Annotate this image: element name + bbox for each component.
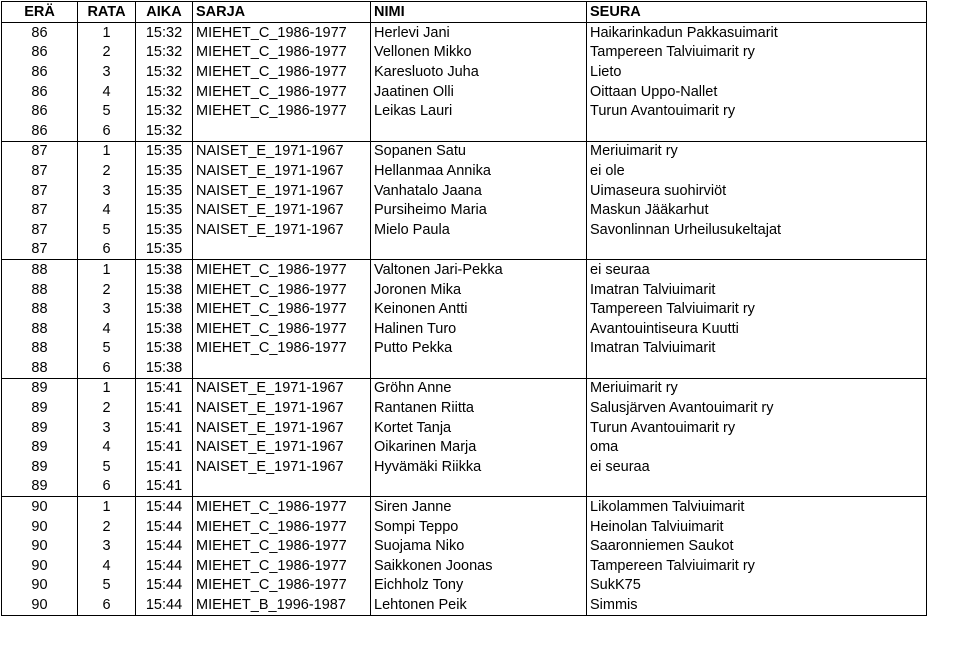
header-nimi: NIMI xyxy=(371,2,587,23)
cell-rata: 6 xyxy=(78,358,136,378)
cell-sarja: MIEHET_C_1986-1977 xyxy=(193,339,371,359)
table-row xyxy=(2,181,927,201)
cell-era: 86 xyxy=(2,82,78,102)
cell-era: 90 xyxy=(2,595,78,615)
cell-nimi: Gröhn Anne xyxy=(371,378,587,398)
cell-nimi: Leikas Lauri xyxy=(371,101,587,121)
table-row xyxy=(2,260,927,280)
cell-nimi: Mielo Paula xyxy=(371,220,587,240)
table-row xyxy=(2,437,927,457)
cell-aika: 15:44 xyxy=(136,497,193,517)
cell-rata: 5 xyxy=(78,101,136,121)
cell-era: 86 xyxy=(2,101,78,121)
cell-era: 88 xyxy=(2,319,78,339)
cell-nimi: Halinen Turo xyxy=(371,319,587,339)
table-row xyxy=(2,101,927,121)
table-row xyxy=(2,595,927,615)
cell-sarja: NAISET_E_1971-1967 xyxy=(193,181,371,201)
cell-sarja: MIEHET_C_1986-1977 xyxy=(193,576,371,596)
cell-aika: 15:44 xyxy=(136,556,193,576)
cell-seura: Turun Avantouimarit ry xyxy=(587,101,927,121)
table-row xyxy=(2,161,927,181)
cell-rata: 6 xyxy=(78,477,136,497)
cell-sarja: NAISET_E_1971-1967 xyxy=(193,457,371,477)
cell-era: 90 xyxy=(2,536,78,556)
cell-rata: 2 xyxy=(78,43,136,63)
cell-era: 89 xyxy=(2,477,78,497)
cell-aika: 15:38 xyxy=(136,260,193,280)
cell-sarja: MIEHET_C_1986-1977 xyxy=(193,497,371,517)
cell-nimi xyxy=(371,477,587,497)
cell-nimi: Jaatinen Olli xyxy=(371,82,587,102)
cell-era: 88 xyxy=(2,280,78,300)
cell-aika: 15:44 xyxy=(136,536,193,556)
table-row xyxy=(2,200,927,220)
cell-aika: 15:38 xyxy=(136,339,193,359)
table-row xyxy=(2,280,927,300)
cell-aika: 15:32 xyxy=(136,23,193,43)
cell-rata: 5 xyxy=(78,339,136,359)
cell-nimi: Hyvämäki Riikka xyxy=(371,457,587,477)
cell-era: 87 xyxy=(2,161,78,181)
table-row xyxy=(2,517,927,537)
cell-aika: 15:41 xyxy=(136,477,193,497)
cell-era: 86 xyxy=(2,23,78,43)
cell-nimi xyxy=(371,121,587,141)
cell-nimi: Karesluoto Juha xyxy=(371,62,587,82)
cell-seura xyxy=(587,121,927,141)
table-row xyxy=(2,378,927,398)
table-row xyxy=(2,23,927,43)
cell-sarja: MIEHET_C_1986-1977 xyxy=(193,517,371,537)
cell-era: 88 xyxy=(2,299,78,319)
cell-nimi: Saikkonen Joonas xyxy=(371,556,587,576)
cell-era: 89 xyxy=(2,457,78,477)
cell-sarja: NAISET_E_1971-1967 xyxy=(193,378,371,398)
cell-rata: 5 xyxy=(78,576,136,596)
cell-sarja: NAISET_E_1971-1967 xyxy=(193,141,371,161)
cell-seura: Salusjärven Avantouimarit ry xyxy=(587,398,927,418)
cell-seura: Haikarinkadun Pakkasuimarit xyxy=(587,23,927,43)
cell-sarja xyxy=(193,477,371,497)
cell-nimi: Lehtonen Peik xyxy=(371,595,587,615)
cell-rata: 1 xyxy=(78,23,136,43)
cell-rata: 4 xyxy=(78,200,136,220)
cell-aika: 15:38 xyxy=(136,299,193,319)
header-era: ERÄ xyxy=(2,2,78,23)
cell-aika: 15:44 xyxy=(136,595,193,615)
cell-era: 87 xyxy=(2,141,78,161)
cell-nimi: Valtonen Jari-Pekka xyxy=(371,260,587,280)
cell-sarja: MIEHET_B_1996-1987 xyxy=(193,595,371,615)
cell-seura: Tampereen Talviuimarit ry xyxy=(587,299,927,319)
cell-aika: 15:32 xyxy=(136,101,193,121)
cell-nimi: Kortet Tanja xyxy=(371,418,587,438)
table-row xyxy=(2,220,927,240)
cell-rata: 6 xyxy=(78,121,136,141)
cell-rata: 6 xyxy=(78,595,136,615)
cell-nimi xyxy=(371,240,587,260)
cell-nimi: Vanhatalo Jaana xyxy=(371,181,587,201)
table-row xyxy=(2,576,927,596)
cell-rata: 4 xyxy=(78,82,136,102)
table-row xyxy=(2,299,927,319)
cell-rata: 2 xyxy=(78,398,136,418)
table-row xyxy=(2,497,927,517)
cell-seura: Oittaan Uppo-Nallet xyxy=(587,82,927,102)
cell-aika: 15:32 xyxy=(136,43,193,63)
cell-era: 89 xyxy=(2,378,78,398)
heat-schedule-table xyxy=(1,1,927,616)
cell-aika: 15:35 xyxy=(136,220,193,240)
table-row xyxy=(2,121,927,141)
cell-rata: 4 xyxy=(78,437,136,457)
cell-era: 86 xyxy=(2,43,78,63)
cell-rata: 2 xyxy=(78,280,136,300)
cell-era: 88 xyxy=(2,339,78,359)
cell-nimi: Vellonen Mikko xyxy=(371,43,587,63)
cell-era: 90 xyxy=(2,497,78,517)
cell-sarja: NAISET_E_1971-1967 xyxy=(193,437,371,457)
cell-aika: 15:32 xyxy=(136,82,193,102)
cell-sarja: MIEHET_C_1986-1977 xyxy=(193,101,371,121)
cell-nimi: Oikarinen Marja xyxy=(371,437,587,457)
cell-era: 87 xyxy=(2,200,78,220)
cell-seura: SukK75 xyxy=(587,576,927,596)
cell-era: 87 xyxy=(2,181,78,201)
cell-seura: Savonlinnan Urheilusukeltajat xyxy=(587,220,927,240)
cell-seura xyxy=(587,358,927,378)
cell-seura: Tampereen Talviuimarit ry xyxy=(587,43,927,63)
cell-rata: 3 xyxy=(78,418,136,438)
cell-aika: 15:35 xyxy=(136,181,193,201)
cell-sarja: NAISET_E_1971-1967 xyxy=(193,418,371,438)
cell-seura: Avantouintiseura Kuutti xyxy=(587,319,927,339)
cell-sarja: MIEHET_C_1986-1977 xyxy=(193,280,371,300)
header-row xyxy=(2,2,927,23)
cell-seura: oma xyxy=(587,437,927,457)
cell-seura: ei seuraa xyxy=(587,260,927,280)
cell-rata: 2 xyxy=(78,517,136,537)
cell-seura: ei ole xyxy=(587,161,927,181)
cell-era: 88 xyxy=(2,358,78,378)
cell-aika: 15:35 xyxy=(136,240,193,260)
cell-aika: 15:35 xyxy=(136,200,193,220)
header-rata: RATA xyxy=(78,2,136,23)
table-row xyxy=(2,418,927,438)
cell-sarja: NAISET_E_1971-1967 xyxy=(193,398,371,418)
cell-seura: Likolammen Talviuimarit xyxy=(587,497,927,517)
cell-rata: 3 xyxy=(78,62,136,82)
cell-sarja: NAISET_E_1971-1967 xyxy=(193,161,371,181)
cell-seura: Lieto xyxy=(587,62,927,82)
cell-seura: Maskun Jääkarhut xyxy=(587,200,927,220)
table-row xyxy=(2,477,927,497)
header-aika: AIKA xyxy=(136,2,193,23)
table-row xyxy=(2,141,927,161)
cell-seura: Imatran Talviuimarit xyxy=(587,339,927,359)
cell-rata: 5 xyxy=(78,457,136,477)
header-sarja: SARJA xyxy=(193,2,371,23)
table-row xyxy=(2,358,927,378)
table-row xyxy=(2,339,927,359)
cell-nimi: Rantanen Riitta xyxy=(371,398,587,418)
cell-aika: 15:32 xyxy=(136,121,193,141)
cell-aika: 15:35 xyxy=(136,141,193,161)
cell-sarja: MIEHET_C_1986-1977 xyxy=(193,43,371,63)
cell-era: 88 xyxy=(2,260,78,280)
cell-nimi: Pursiheimo Maria xyxy=(371,200,587,220)
cell-seura: Tampereen Talviuimarit ry xyxy=(587,556,927,576)
cell-aika: 15:38 xyxy=(136,280,193,300)
table-row xyxy=(2,398,927,418)
table-row xyxy=(2,457,927,477)
cell-sarja xyxy=(193,240,371,260)
cell-era: 90 xyxy=(2,556,78,576)
cell-rata: 1 xyxy=(78,260,136,280)
cell-sarja xyxy=(193,121,371,141)
cell-aika: 15:38 xyxy=(136,319,193,339)
cell-era: 90 xyxy=(2,517,78,537)
cell-rata: 5 xyxy=(78,220,136,240)
cell-era: 90 xyxy=(2,576,78,596)
cell-rata: 3 xyxy=(78,181,136,201)
cell-nimi xyxy=(371,358,587,378)
cell-seura xyxy=(587,477,927,497)
cell-nimi: Joronen Mika xyxy=(371,280,587,300)
cell-seura: Imatran Talviuimarit xyxy=(587,280,927,300)
cell-aika: 15:41 xyxy=(136,418,193,438)
cell-era: 89 xyxy=(2,418,78,438)
cell-aika: 15:41 xyxy=(136,437,193,457)
cell-rata: 4 xyxy=(78,319,136,339)
cell-nimi: Siren Janne xyxy=(371,497,587,517)
table-row xyxy=(2,62,927,82)
cell-nimi: Herlevi Jani xyxy=(371,23,587,43)
cell-sarja: MIEHET_C_1986-1977 xyxy=(193,23,371,43)
cell-sarja: MIEHET_C_1986-1977 xyxy=(193,299,371,319)
cell-seura: Meriuimarit ry xyxy=(587,141,927,161)
cell-aika: 15:41 xyxy=(136,457,193,477)
cell-aika: 15:41 xyxy=(136,398,193,418)
cell-nimi: Sopanen Satu xyxy=(371,141,587,161)
cell-nimi: Eichholz Tony xyxy=(371,576,587,596)
cell-sarja: MIEHET_C_1986-1977 xyxy=(193,260,371,280)
cell-seura xyxy=(587,240,927,260)
cell-rata: 6 xyxy=(78,240,136,260)
cell-sarja: MIEHET_C_1986-1977 xyxy=(193,556,371,576)
cell-aika: 15:38 xyxy=(136,358,193,378)
cell-aika: 15:41 xyxy=(136,378,193,398)
table-row xyxy=(2,82,927,102)
cell-era: 86 xyxy=(2,121,78,141)
cell-era: 87 xyxy=(2,220,78,240)
cell-sarja: NAISET_E_1971-1967 xyxy=(193,220,371,240)
cell-rata: 3 xyxy=(78,299,136,319)
cell-sarja: MIEHET_C_1986-1977 xyxy=(193,319,371,339)
cell-sarja: NAISET_E_1971-1967 xyxy=(193,200,371,220)
cell-era: 89 xyxy=(2,398,78,418)
cell-aika: 15:35 xyxy=(136,161,193,181)
cell-seura: Heinolan Talviuimarit xyxy=(587,517,927,537)
table-row xyxy=(2,536,927,556)
cell-nimi: Hellanmaa Annika xyxy=(371,161,587,181)
table-row xyxy=(2,43,927,63)
cell-rata: 1 xyxy=(78,497,136,517)
cell-rata: 1 xyxy=(78,378,136,398)
cell-seura: Simmis xyxy=(587,595,927,615)
cell-nimi: Sompi Teppo xyxy=(371,517,587,537)
header-seura: SEURA xyxy=(587,2,927,23)
table-row xyxy=(2,319,927,339)
cell-era: 89 xyxy=(2,437,78,457)
table-row xyxy=(2,556,927,576)
cell-era: 86 xyxy=(2,62,78,82)
cell-aika: 15:44 xyxy=(136,576,193,596)
cell-nimi: Keinonen Antti xyxy=(371,299,587,319)
cell-seura: Saaronniemen Saukot xyxy=(587,536,927,556)
cell-era: 87 xyxy=(2,240,78,260)
cell-aika: 15:44 xyxy=(136,517,193,537)
cell-rata: 3 xyxy=(78,536,136,556)
cell-seura: Turun Avantouimarit ry xyxy=(587,418,927,438)
cell-rata: 2 xyxy=(78,161,136,181)
cell-seura: ei seuraa xyxy=(587,457,927,477)
cell-nimi: Suojama Niko xyxy=(371,536,587,556)
cell-seura: Uimaseura suohirviöt xyxy=(587,181,927,201)
cell-rata: 1 xyxy=(78,141,136,161)
cell-sarja: MIEHET_C_1986-1977 xyxy=(193,536,371,556)
table-row xyxy=(2,240,927,260)
cell-nimi: Putto Pekka xyxy=(371,339,587,359)
cell-sarja: MIEHET_C_1986-1977 xyxy=(193,82,371,102)
cell-sarja xyxy=(193,358,371,378)
table-body xyxy=(2,23,927,616)
cell-aika: 15:32 xyxy=(136,62,193,82)
table-header xyxy=(2,2,927,23)
cell-sarja: MIEHET_C_1986-1977 xyxy=(193,62,371,82)
cell-seura: Meriuimarit ry xyxy=(587,378,927,398)
cell-rata: 4 xyxy=(78,556,136,576)
